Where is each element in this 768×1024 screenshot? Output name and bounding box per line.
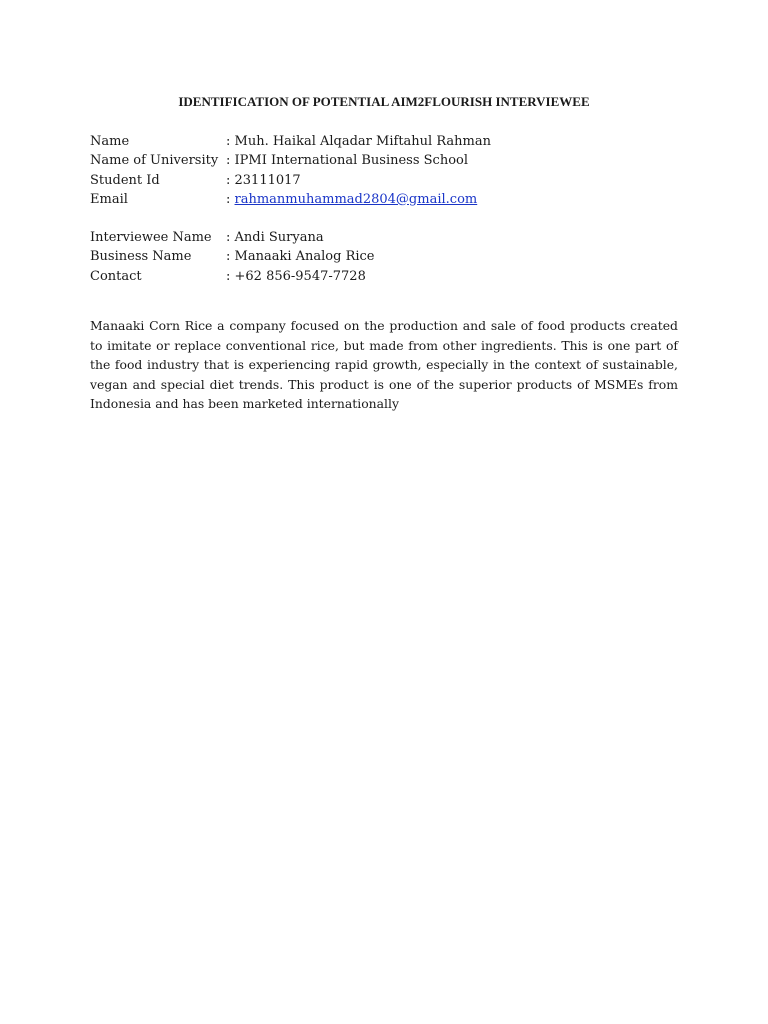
email-link[interactable]: rahmanmuhammad2804@gmail.com bbox=[234, 191, 478, 207]
info-row-student-id bbox=[90, 171, 690, 190]
info-row-university bbox=[90, 151, 690, 170]
info-value: : Andi Suryana bbox=[226, 230, 324, 245]
student-info-block bbox=[90, 132, 690, 209]
info-row-business-name bbox=[90, 247, 690, 266]
info-label: Email bbox=[90, 191, 128, 207]
email-prefix: : bbox=[226, 191, 235, 207]
info-label: Student Id bbox=[90, 172, 160, 188]
info-label: Business Name bbox=[90, 249, 192, 265]
info-label: Contact bbox=[90, 268, 142, 284]
info-label: Interviewee Name bbox=[90, 230, 212, 245]
info-value: : IPMI International Business School bbox=[226, 153, 469, 169]
interviewee-info-block bbox=[90, 228, 690, 286]
info-label: Name of University bbox=[90, 153, 219, 169]
info-row-email bbox=[90, 190, 690, 209]
info-row-name bbox=[90, 132, 690, 151]
business-description: Manaaki Corn Rice a company focused on the production and sale of food products created to imitate or replace conventional rice, but made from other ingredients. This is one part of the food industry that is experiencing rapid growth, especially in the context of sustainable, vegan and special diet trends. This product is one of the superior products of MSMEs from Indonesia and has been marketed internationally bbox=[90, 318, 678, 412]
info-row-contact bbox=[90, 267, 690, 286]
info-value: : Manaaki Analog Rice bbox=[226, 249, 375, 265]
info-value bbox=[226, 190, 477, 209]
info-value: : Muh. Haikal Alqadar Miftahul Rahman bbox=[226, 134, 491, 149]
document-title: IDENTIFICATION OF POTENTIAL AIM2FLOURISH INTERVIEWEE bbox=[178, 94, 590, 109]
info-row-interviewee-name bbox=[90, 228, 690, 247]
info-value: : 23111017 bbox=[226, 172, 301, 188]
info-value: : +62 856-9547-7728 bbox=[226, 268, 366, 284]
info-label: Name bbox=[90, 134, 130, 149]
